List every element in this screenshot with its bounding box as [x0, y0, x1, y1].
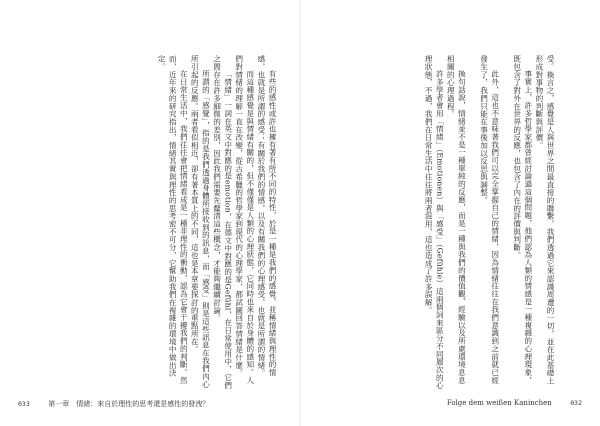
right-page-text	[320, 55, 556, 390]
left-paragraph-3: 「情緒」一詞在英文中對應的是emotion，在德文中對應的是Gefühl，在日常使用中，它們之間存在許多細微的差別，因此我們需要先釐清這些概念，才能夠繼續討論。	[212, 55, 233, 390]
left-page-number: 033	[18, 400, 30, 408]
right-paragraph-3: 此外，這也不意味著我們可以完全掌握自己的情緒，因為情緒往往在我們意識到之前就已經發生了，我們只能在事後加以反思與調整。	[479, 55, 500, 385]
right-paragraph-2: 事實上，許多哲學家都曾經討論過這個問題，他們認為人類的情感是一種複雜的心理現象，既包含了對外在世界的反應，也包含了內在的評價與判斷。	[512, 55, 533, 385]
left-paragraph-4: 所謂的「感覺」，指的是我們透過身體所接收到的訊息，而「感受」則是這些訊息在我們內心所引起的反應。兩者看似相近，卻有著本質上的不同，這也是本章要探討的重點所在。	[190, 55, 211, 389]
left-paragraph-5: 在日常生活中，我們往往會把情緒看成是一種非理性的衝動，認為它會干擾我們的判斷。然而，近年來的研究指出，情緒其實與理性的思考密不可分，它幫助我們在複雜的環境中做出決定。	[157, 55, 189, 385]
right-page	[300, 0, 600, 426]
left-paragraph-2: 而這種感覺是與情緒有關的，但不僅僅是人類的心理狀態，它同時也來自於身體的感知。人們對情緒的理解一直在改變，從古希臘的哲學家到現代的心理學家，都試圖回答情緒是什麼。	[234, 55, 255, 385]
right-paragraph-5: 許多學者會用「情緒」（Emotionen）與「感受」（Gefühle）這兩個詞來區分不同層次的心理狀態，不過，我們在日常生活中往往將兩者混用，這也造成了許多誤解。	[424, 55, 445, 390]
right-running-head: Folge dem weißen Kaninchen	[446, 399, 552, 407]
left-footer	[18, 399, 209, 409]
right-page-number: 032	[570, 399, 582, 407]
left-page-text	[42, 55, 278, 390]
right-footer	[447, 399, 582, 407]
left-paragraph-1: 有些的感性或許也擁有著有所不同的特性，於是一種是我們的感覺，並稱情緒與理性的情感，也就是所謂的感受；有關於我們的情感，以及有關我們的心理感受，也就是所謂的情緒。	[256, 55, 277, 377]
left-running-head: 第一章 情緒：來自於理性的思考還是感性的發洩？	[48, 400, 210, 408]
right-paragraph-4: 換句話說，情緒並不是一種單純的反應，而是一種與我們的價值觀、經驗以及所處環境息息相關的心理過程。	[446, 55, 467, 385]
right-paragraph-1: 受。換言之，感覺是人與世界之間最直接的聯繫，我們透過它來認識周遭的一切，並在此基礎上形成對事物的判斷與評價。	[534, 55, 555, 385]
